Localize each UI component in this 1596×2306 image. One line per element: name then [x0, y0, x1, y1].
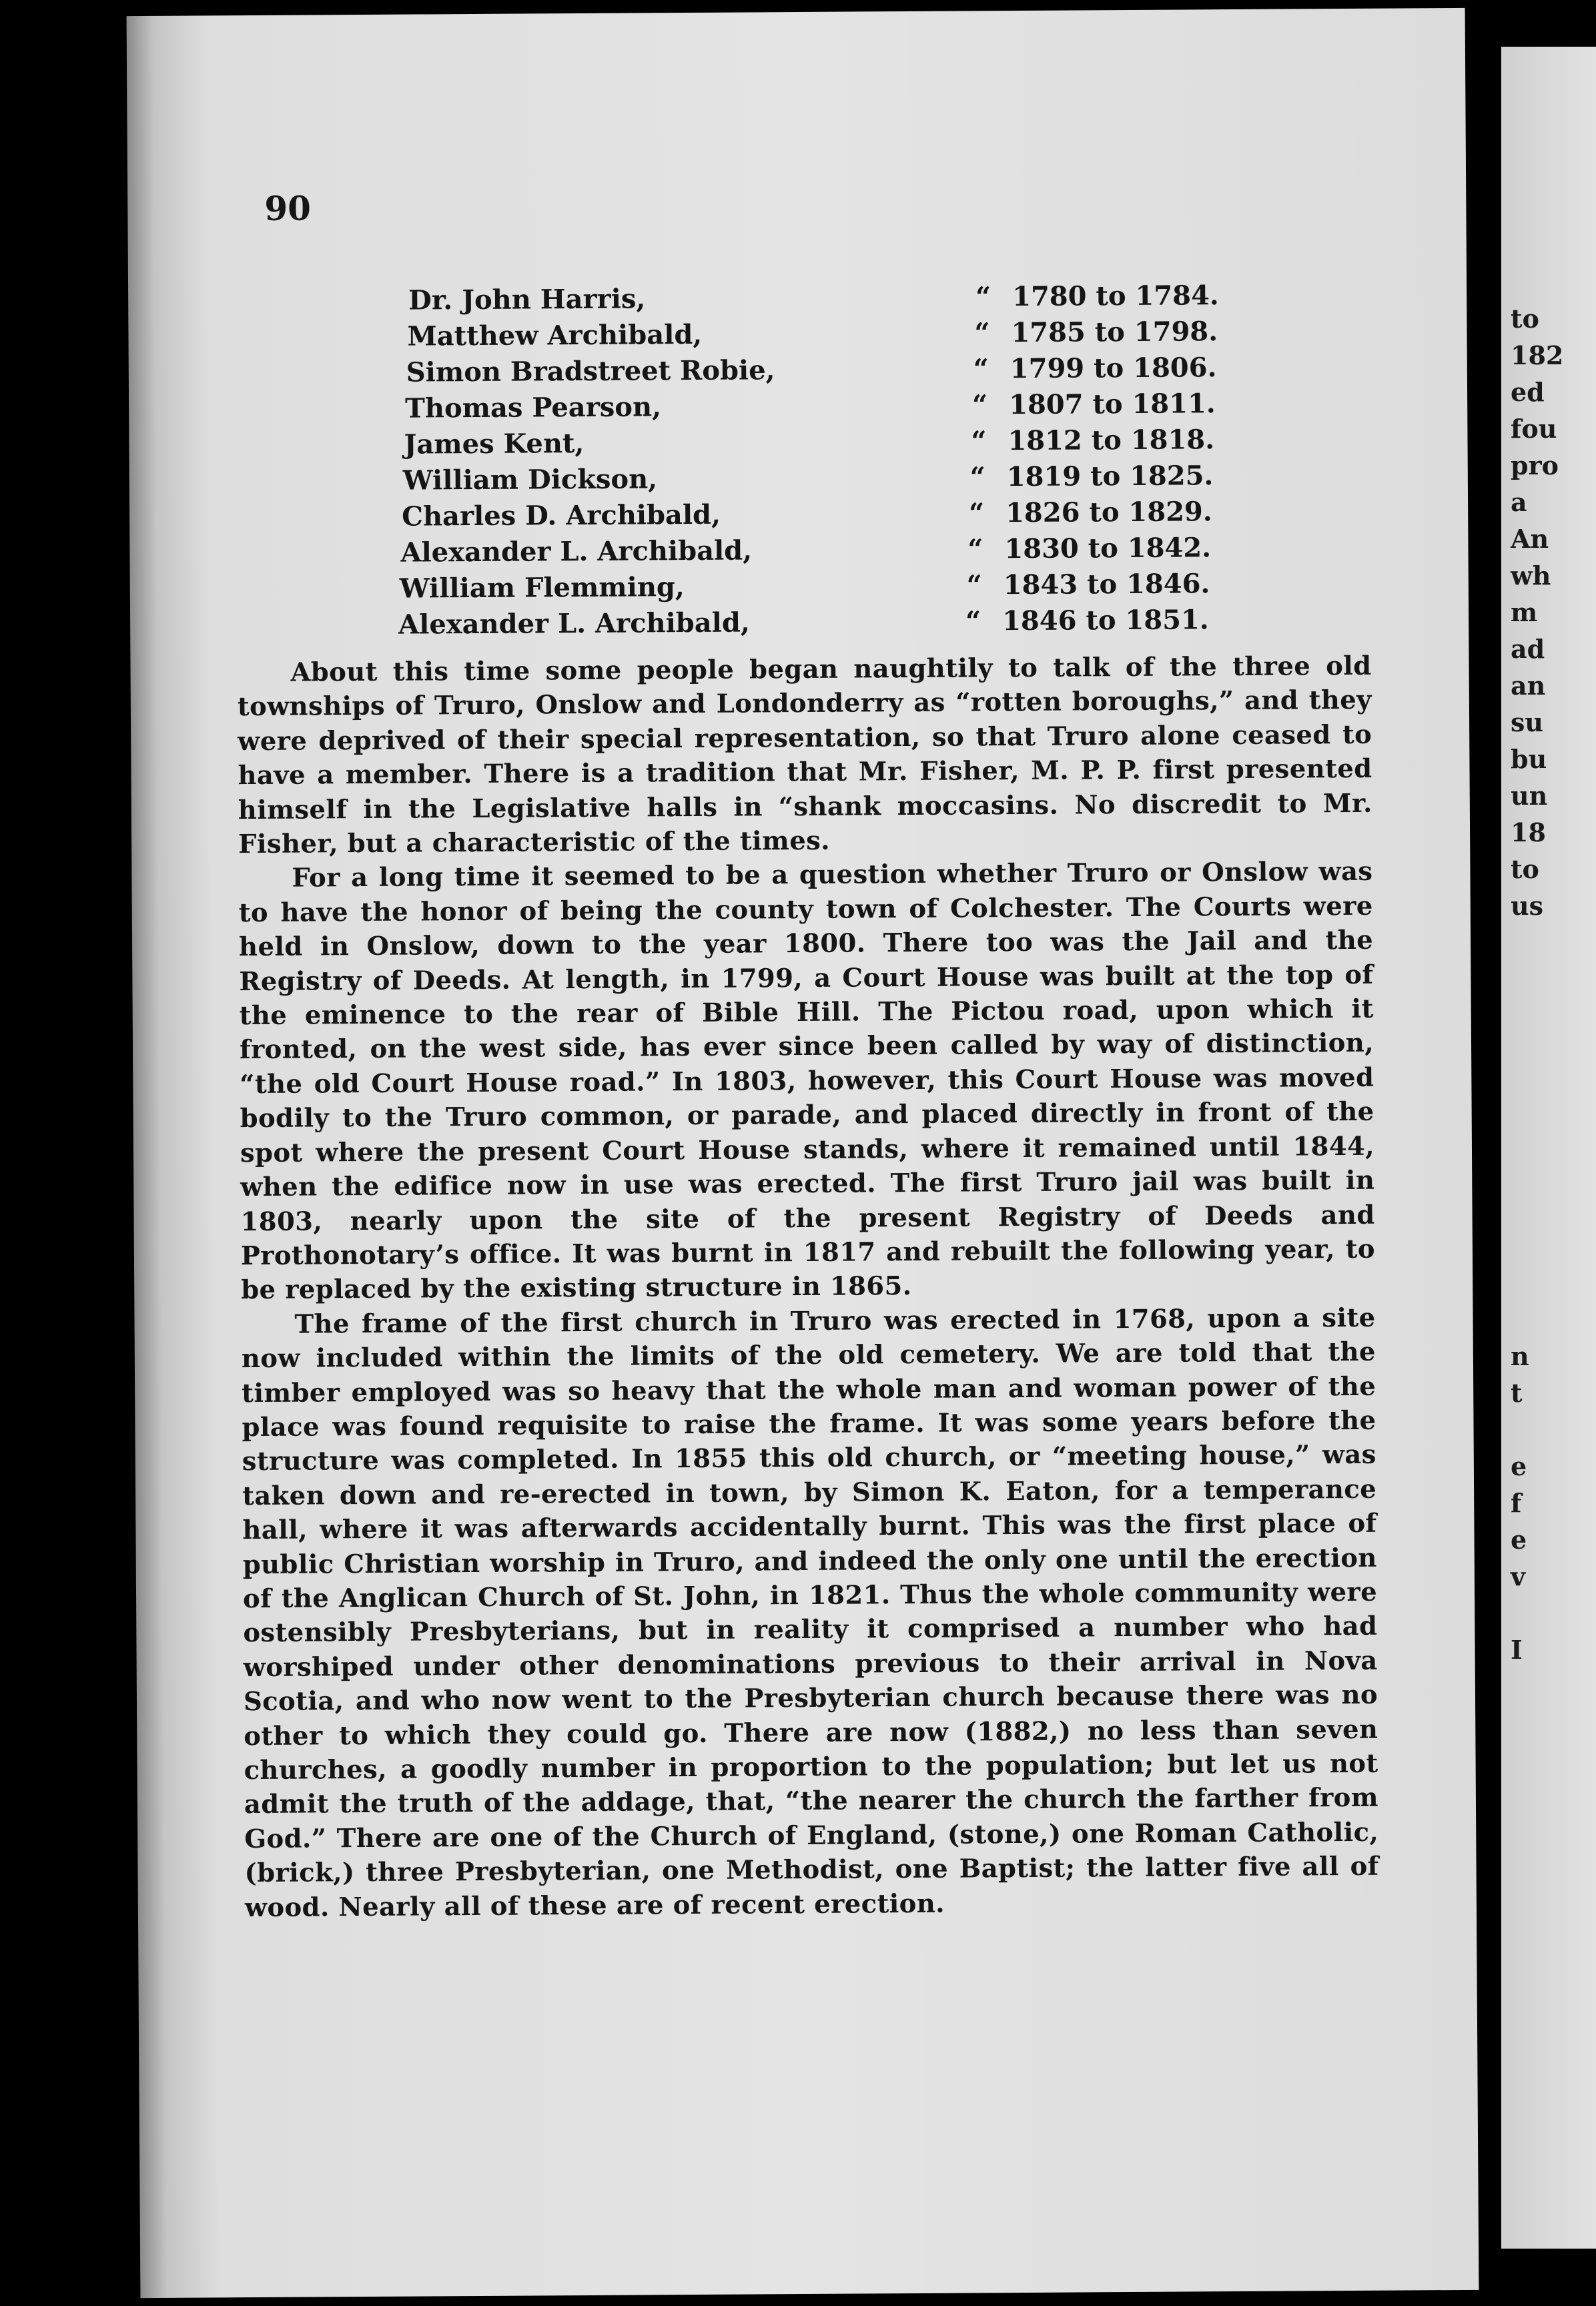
list-item: [400, 567, 1401, 609]
adjacent-text: fou: [1511, 414, 1557, 444]
list-item: [407, 314, 1408, 356]
adjacent-text: a: [1511, 487, 1527, 517]
year-range: 1830 to 1842.: [1004, 532, 1212, 565]
adjacent-text: e: [1511, 1451, 1527, 1481]
adjacent-text: ad: [1511, 634, 1545, 664]
list-item: [403, 458, 1404, 500]
year-range: 1843 to 1846.: [1003, 568, 1210, 601]
adjacent-text: ed: [1511, 377, 1545, 407]
ditto-mark: “: [965, 605, 981, 637]
ditto-mark: “: [974, 317, 990, 349]
ditto-mark: “: [966, 569, 982, 601]
list-item: [400, 531, 1401, 573]
year-range: 1799 to 1806.: [1010, 352, 1217, 385]
body-text: [237, 649, 1379, 1925]
officer-name: William Flemming,: [399, 571, 685, 605]
year-range: 1846 to 1851.: [1002, 604, 1209, 637]
list-item: [404, 422, 1405, 464]
adjacent-text: an: [1511, 671, 1546, 701]
adjacent-text: pro: [1511, 450, 1559, 480]
officer-list: [398, 278, 1411, 645]
year-range: 1812 to 1818.: [1008, 424, 1215, 457]
year-range: 1826 to 1829.: [1006, 496, 1212, 529]
adjacent-text: 18: [1511, 817, 1546, 847]
officer-name: William Dickson,: [402, 463, 658, 496]
paragraph: For a long time it seemed to be a question whether Truro or Onslow was to have the honor of being the county town of Colchester. The Courts were held in Onslow, down to the year 1800. There too was the Jail and the Registry of Deeds. At length, in 1799, a Court House was built at the top of the eminence to the rear of Bible Hill. The Pictou road, upon which it fronted, on the west side, has ever since been called by way of distinction, “the old Court House road.” In 1803, however, this Court House was moved bodily to the Truro common, or parade, and placed directly in front of the spot where the present Court House stands, where it remained until 1844, when the edifice now in use was erected. The first Truro jail was built in 1803, nearly upon the site of the present Registry of Deeds and Prothonotary’s office. It was burnt in 1817 and rebuilt the following year, to be replaced by the existing structure in 1865.: [238, 857, 1376, 1306]
adjacent-text: to: [1511, 854, 1539, 884]
adjacent-text: un: [1511, 781, 1548, 811]
ditto-mark: “: [972, 389, 988, 421]
officer-name: Matthew Archibald,: [407, 318, 703, 352]
officer-name: Charles D. Archibald,: [402, 498, 721, 532]
list-item: [408, 278, 1409, 320]
officer-name: Thomas Pearson,: [405, 391, 662, 424]
year-range: 1785 to 1798.: [1011, 316, 1218, 349]
year-range: 1819 to 1825.: [1006, 460, 1214, 493]
officer-name: Simon Bradstreet Robie,: [406, 354, 775, 388]
adjacent-page-edge: [1501, 47, 1596, 2249]
officer-name: James Kent,: [404, 427, 584, 460]
ditto-mark: “: [967, 533, 983, 565]
page-number: 90: [264, 188, 312, 228]
paragraph: The frame of the first church in Truro was erected in 1768, upon a site now included within the limits of the old cemetery. We are told that the timber employed was so heavy that the whole man and woman power of the place was found requisite to raise the frame. It was some years before the structure was completed. In 1855 this old church, or “meeting house,” was taken down and re-erected in town, by Simon K. Eaton, for a temperance hall, where it was afterwards accidentally burnt. This was the first place of public Christian worship in Truro, and indeed the only one until the erection of the Anglican Church of St. John, in 1821. Thus the whole community were ostensibly Presbyterians, but in reality it comprised a number who had worshiped under other denominations previous to their arrival in Nova Scotia, and who now went to the Presbyterian church because there was no other to which they could go. There are now (1882,) no less than seven churches, a goodly number in proportion to the population; but let us not admit the truth of the addage, that, “the nearer the church the farther from God.” There are one of the Church of England, (stone,) one Roman Catholic, (brick,) three Presbyterian, one Methodist, one Baptist; the latter five all of wood. Nearly all of these are of recent erection.: [241, 1302, 1379, 1923]
list-item: [406, 350, 1407, 392]
ditto-mark: “: [969, 497, 985, 529]
adjacent-text: n: [1511, 1341, 1529, 1371]
list-item: [402, 494, 1403, 536]
adjacent-text: f: [1511, 1488, 1522, 1518]
adjacent-text: 182: [1511, 340, 1564, 370]
adjacent-text: wh: [1511, 560, 1551, 591]
adjacent-text: e: [1511, 1525, 1527, 1555]
year-range: 1807 to 1811.: [1009, 388, 1216, 421]
adjacent-text: v: [1511, 1561, 1526, 1591]
officer-name: Alexander L. Archibald,: [398, 607, 750, 641]
adjacent-text: bu: [1511, 744, 1547, 774]
adjacent-text: us: [1511, 891, 1544, 921]
year-range: 1780 to 1784.: [1012, 280, 1219, 313]
adjacent-text: to: [1511, 304, 1539, 334]
ditto-mark: “: [973, 353, 989, 385]
ditto-mark: “: [971, 425, 987, 457]
list-item: [398, 603, 1399, 645]
officer-name: Dr. John Harris,: [408, 283, 646, 316]
book-page: [127, 8, 1479, 2298]
adjacent-text: m: [1511, 597, 1538, 627]
paragraph: About this time some people began naughtily to talk of the three old townships of Truro, Onslow and Londonderry as “rotten boroughs,” and they were deprived of their special representation, so that Truro alone ceased to have a member. There is a tradition that Mr. Fisher, M. P. P. first presented himself in the Legislative halls in “shank moccasins. No discredit to Mr. Fisher, but a characteristic of the times.: [237, 651, 1372, 860]
adjacent-text: t: [1511, 1378, 1523, 1408]
officer-name: Alexander L. Archibald,: [400, 534, 753, 568]
adjacent-text: su: [1511, 707, 1544, 737]
list-item: [405, 386, 1406, 428]
adjacent-text: I: [1511, 1635, 1523, 1665]
ditto-mark: “: [975, 281, 991, 313]
ditto-mark: “: [969, 461, 985, 493]
adjacent-text: An: [1511, 524, 1549, 554]
